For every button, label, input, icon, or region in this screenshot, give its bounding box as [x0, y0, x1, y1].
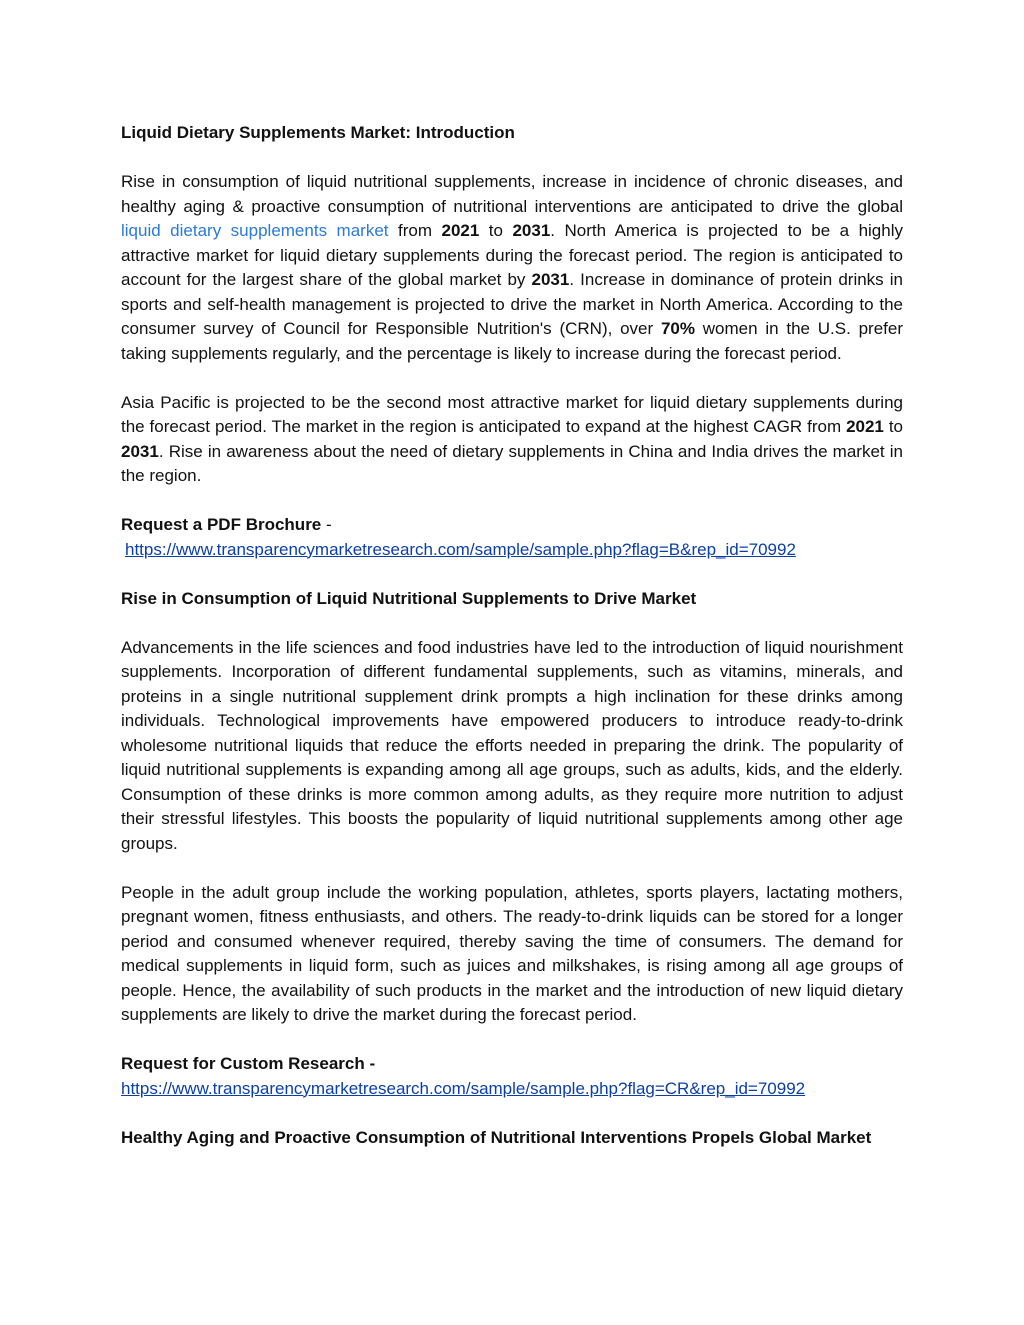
year-2031: 2031: [531, 270, 570, 289]
brochure-link-line: [121, 538, 903, 563]
document-page: [121, 121, 903, 1150]
section-2-heading: Rise in Consumption of Liquid Nutritional Supplements to Drive Market: [121, 588, 697, 608]
year-2031: 2031: [121, 441, 159, 461]
custom-research-link-line: [121, 1077, 903, 1102]
year-2021: 2021: [441, 221, 480, 240]
year-2031: 2031: [512, 221, 551, 240]
percentage-highlight: 70%: [660, 319, 695, 338]
market-keyword-link[interactable]: liquid dietary supplements market: [121, 221, 389, 240]
custom-research-link[interactable]: https://www.transparencymarketresearch.com/sample/sample.php?flag=CR&rep_id=70992: [121, 1078, 806, 1098]
intro-paragraph-2: Asia Pacific is projected to be the second most attractive market for liquid dietary supplements during the forecast period. The market in the region is anticipated to expand at the highest CAGR from 2021 to 2031. Rise in awareness about the need of dietary supplements in China and India drives the market in the region.: [121, 392, 903, 485]
section-3-heading: Healthy Aging and Proactive Consumption of Nutritional Interventions Propels Global Market: [121, 1127, 872, 1147]
brochure-link[interactable]: https://www.transparencymarketresearch.com/sample/sample.php?flag=B&rep_id=70992: [125, 539, 796, 559]
section-2-paragraph-2: People in the adult group include the working population, athletes, sports players, lactating mothers, pregnant women, fitness enthusiasts, and others. The ready-to-drink liquids can be stored for a longer period and consumed whenever required, thereby saving the time of consumers. The demand for medical supplements in liquid form, such as juices and milkshakes, is rising among all age groups of people. Hence, the availability of such products in the market and the introduction of new liquid dietary supplements are likely to drive the market during the forecast period.: [121, 882, 903, 1024]
year-2021: 2021: [846, 417, 884, 436]
custom-research-label: Request for Custom Research -: [121, 1054, 376, 1073]
section-2-paragraph-1: Advancements in the life sciences and food industries have led to the introduction of liquid nourishment supplements. Incorporation of different fundamental supplements, such as vitamins, minerals, and proteins in a single nutritional supplement drink prompts a high inclination for these drinks among individuals. Technological improvements have empowered producers to introduce ready-to-drink wholesome nutritional liquids that reduce the efforts needed in preparing the drink. The popularity of liquid nutritional supplements is expanding among all age groups, such as adults, kids, and the elderly. Consumption of these drinks is more common among adults, as they require more nutrition to adjust their stressful lifestyles. This boosts the popularity of liquid nutritional supplements among other age groups.: [121, 637, 903, 853]
intro-paragraph-1: Rise in consumption of liquid nutritional supplements, increase in incidence of chronic diseases, and healthy aging & proactive consumption of nutritional interventions are anticipated to drive the global liquid dietary supplements market from 2021 to 2031. North America is projected to be a highly attractive market for liquid dietary supplements during the forecast period. The region is anticipated to account for the largest share of the global market by 2031. Increase in dominance of protein drinks in sports and self-health management is projected to drive the market in North America. According to the consumer survey of Council for Responsible Nutrition's (CRN), over 70% women in the U.S. prefer taking supplements regularly, and the percentage is likely to increase during the forecast period.: [121, 172, 903, 363]
brochure-label: Request a PDF Brochure: [121, 515, 322, 534]
intro-heading: Liquid Dietary Supplements Market: Introduction: [121, 123, 515, 142]
brochure-request: Request a PDF Brochure -: [121, 515, 332, 534]
